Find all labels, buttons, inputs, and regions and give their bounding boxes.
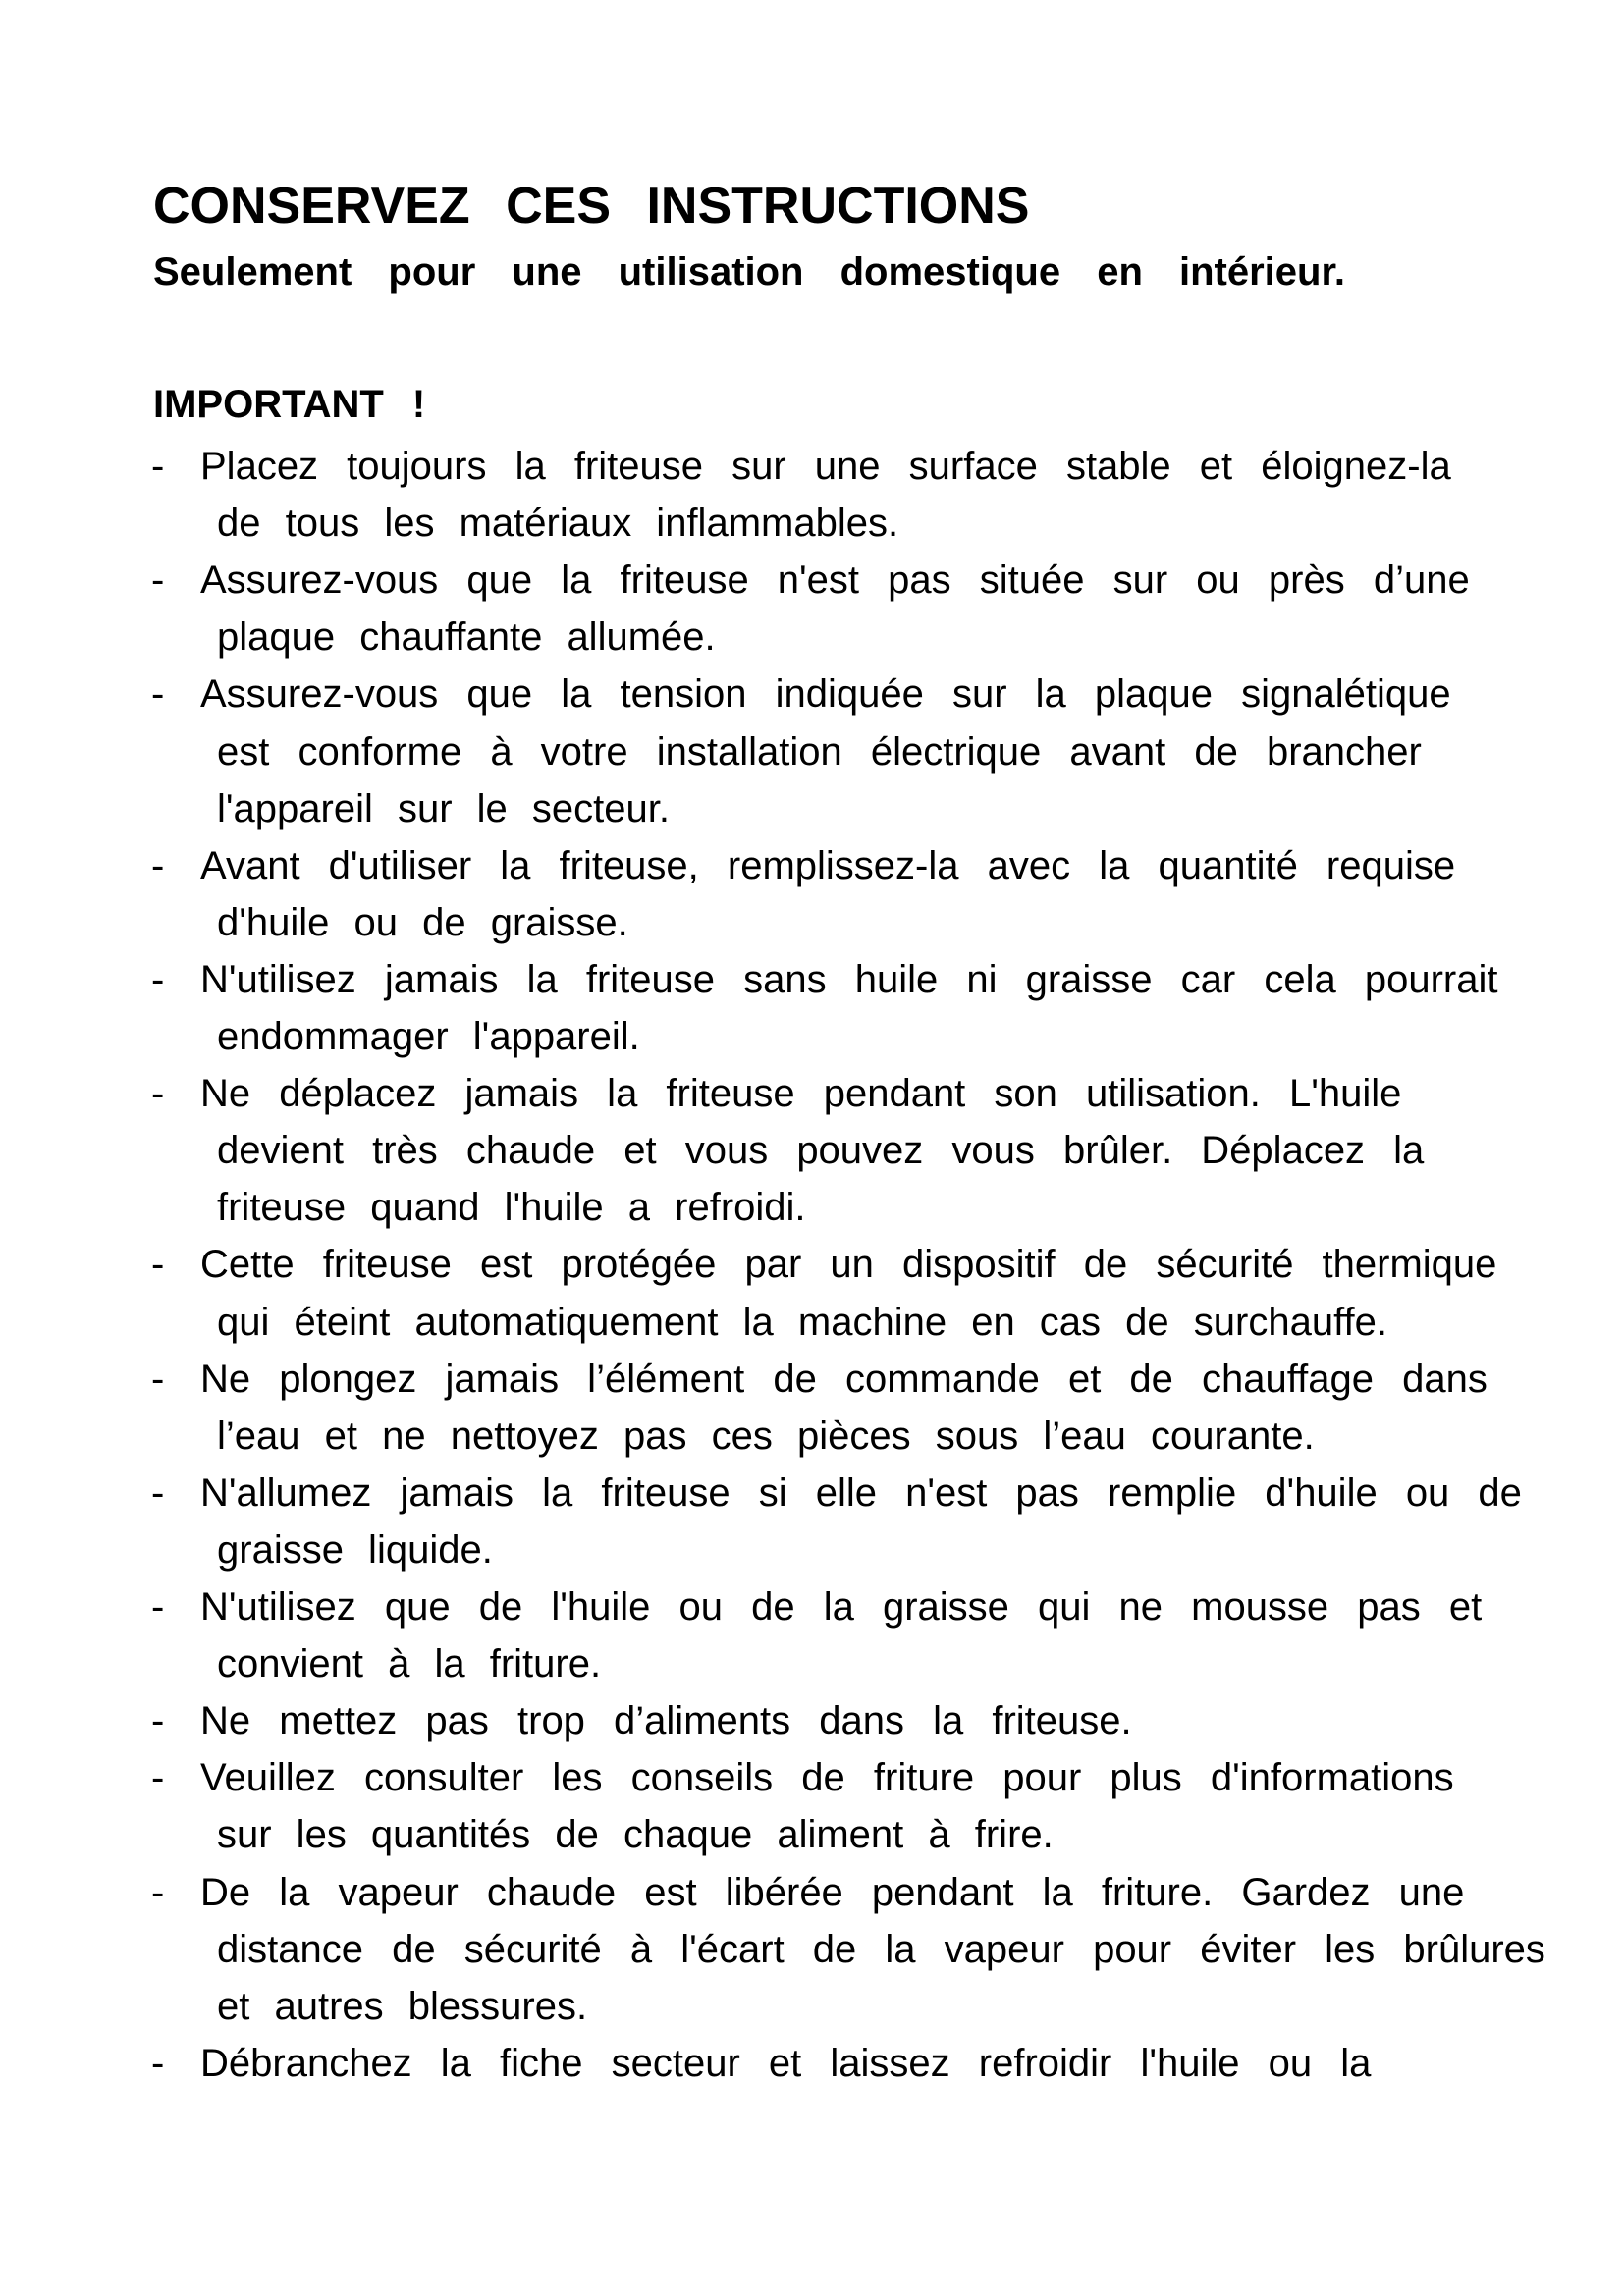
bullet-dash: -	[151, 672, 165, 717]
list-item: N'utilisez jamais la friteuse sans huile ni graisse car cela pourrait	[200, 957, 1498, 1001]
bullet-dash: -	[151, 957, 165, 1001]
bullet-dash: -	[151, 1756, 165, 1800]
list-item: Assurez-vous que la friteuse n'est pas située sur ou près d’une	[200, 559, 1470, 603]
bullet-dash: -	[151, 843, 165, 887]
bullet-dash: -	[151, 445, 165, 488]
list-item-continuation: l'appareil sur le secteur.	[217, 786, 670, 830]
bullet-dash: -	[151, 1470, 165, 1515]
list-item: Avant d'utiliser la friteuse, remplissez-la avec la quantité requise	[200, 843, 1456, 887]
page-title: CONSERVEZ CES INSTRUCTIONS	[153, 178, 1030, 235]
list-item: N'allumez jamais la friteuse si elle n'est pas remplie d'huile ou de	[200, 1470, 1522, 1515]
bullet-dash: -	[151, 1072, 165, 1116]
list-item-continuation: distance de sécurité à l'écart de la vapeur pour éviter les brûlures	[217, 1927, 1545, 1971]
list-item: Cette friteuse est protégée par un dispositif de sécurité thermique	[200, 1243, 1497, 1287]
list-item-continuation: plaque chauffante allumée.	[217, 615, 716, 660]
list-item: Débranchez la fiche secteur et laissez refroidir l'huile ou la	[200, 2041, 1372, 2085]
list-item-continuation: est conforme à votre installation électrique avant de brancher	[217, 729, 1422, 774]
bullet-dash: -	[151, 1870, 165, 1914]
bullet-dash: -	[151, 1357, 165, 1401]
list-item: Ne déplacez jamais la friteuse pendant son utilisation. L'huile	[200, 1072, 1402, 1116]
bullet-dash: -	[151, 1699, 165, 1743]
list-item: Ne mettez pas trop d’aliments dans la friteuse.	[200, 1699, 1132, 1743]
bullet-dash: -	[151, 2041, 165, 2085]
list-item-continuation: sur les quantités de chaque aliment à frire.	[217, 1813, 1054, 1857]
list-item-continuation: l’eau et ne nettoyez pas ces pièces sous l’eau courante.	[217, 1414, 1315, 1458]
list-item: De la vapeur chaude est libérée pendant la friture. Gardez une	[200, 1870, 1465, 1914]
list-item-continuation: friteuse quand l'huile a refroidi.	[217, 1186, 806, 1230]
list-item-continuation: et autres blessures.	[217, 1984, 588, 2028]
list-item-continuation: devient très chaude et vous pouvez vous brûler. Déplacez la	[217, 1129, 1425, 1173]
list-item-continuation: graisse liquide.	[217, 1527, 493, 1572]
important-heading: IMPORTANT !	[153, 383, 426, 426]
list-item-continuation: convient à la friture.	[217, 1642, 602, 1686]
list-item-continuation: endommager l'appareil.	[217, 1015, 640, 1058]
bullet-dash: -	[151, 1243, 165, 1287]
list-item-continuation: de tous les matériaux inflammables.	[217, 502, 899, 546]
list-item: Ne plongez jamais l’élément de commande et de chauffage dans	[200, 1357, 1488, 1401]
bullet-dash: -	[151, 559, 165, 603]
list-item: Veuillez consulter les conseils de friture pour plus d'informations	[200, 1756, 1454, 1800]
bullet-dash: -	[151, 1585, 165, 1629]
list-item: Placez toujours la friteuse sur une surface stable et éloignez-la	[200, 445, 1451, 488]
list-item-continuation: d'huile ou de graisse.	[217, 900, 628, 944]
list-item-continuation: qui éteint automatiquement la machine en cas de surchauffe.	[217, 1300, 1387, 1344]
list-item: Assurez-vous que la tension indiquée sur la plaque signalétique	[200, 672, 1451, 717]
list-item: N'utilisez que de l'huile ou de la graisse qui ne mousse pas et	[200, 1585, 1483, 1629]
page-subtitle: Seulement pour une utilisation domestique en intérieur.	[153, 250, 1345, 294]
